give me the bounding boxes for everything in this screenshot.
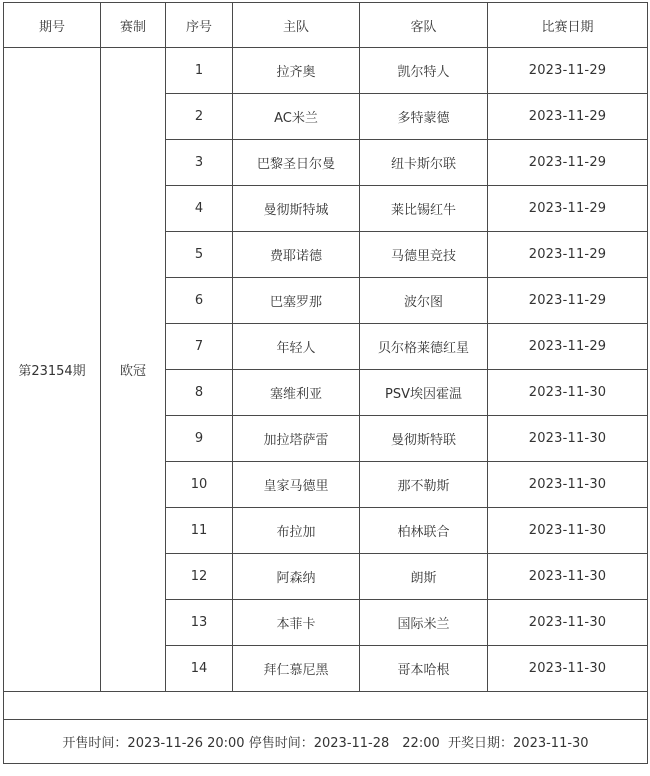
away-team: 凯尔特人 (360, 48, 488, 94)
spacer-cell (4, 692, 648, 720)
match-index: 2 (166, 94, 233, 140)
match-date: 2023-11-30 (488, 462, 648, 508)
away-team: 多特蒙德 (360, 94, 488, 140)
match-index: 3 (166, 140, 233, 186)
match-index: 11 (166, 508, 233, 554)
match-date: 2023-11-30 (488, 600, 648, 646)
home-team: 拜仁慕尼黑 (233, 646, 360, 692)
home-team: AC米兰 (233, 94, 360, 140)
period-cell: 第23154期 (4, 48, 101, 692)
spacer-row (4, 692, 648, 720)
match-index: 9 (166, 416, 233, 462)
away-team: 曼彻斯特联 (360, 416, 488, 462)
away-team: 哥本哈根 (360, 646, 488, 692)
match-date: 2023-11-30 (488, 370, 648, 416)
match-date: 2023-11-30 (488, 416, 648, 462)
match-date: 2023-11-30 (488, 554, 648, 600)
match-date: 2023-11-29 (488, 324, 648, 370)
away-team: 朗斯 (360, 554, 488, 600)
match-date: 2023-11-29 (488, 94, 648, 140)
match-index: 12 (166, 554, 233, 600)
away-team: 波尔图 (360, 278, 488, 324)
away-team: 那不勒斯 (360, 462, 488, 508)
home-team: 拉齐奥 (233, 48, 360, 94)
away-team: 莱比锡红牛 (360, 186, 488, 232)
home-team: 巴黎圣日尔曼 (233, 140, 360, 186)
match-date: 2023-11-29 (488, 232, 648, 278)
home-team: 年轻人 (233, 324, 360, 370)
match-index: 8 (166, 370, 233, 416)
home-team: 本菲卡 (233, 600, 360, 646)
draw-date-label: 开奖日期： (448, 736, 514, 751)
sale-stop-label: 停售时间： (248, 736, 314, 751)
match-index: 6 (166, 278, 233, 324)
match-date: 2023-11-29 (488, 140, 648, 186)
away-team: 纽卡斯尔联 (360, 140, 488, 186)
match-date: 2023-11-29 (488, 186, 648, 232)
home-team: 费耶诺德 (233, 232, 360, 278)
header-row (4, 3, 648, 48)
match-index: 5 (166, 232, 233, 278)
home-team: 加拉塔萨雷 (233, 416, 360, 462)
away-team: 国际米兰 (360, 600, 488, 646)
home-team: 巴塞罗那 (233, 278, 360, 324)
away-team: 马德里竞技 (360, 232, 488, 278)
sale-start-time: 2023-11-26 20:00 (127, 736, 245, 751)
away-team: 柏林联合 (360, 508, 488, 554)
match-date: 2023-11-29 (488, 278, 648, 324)
match-date: 2023-11-29 (488, 48, 648, 94)
schedule-table (3, 2, 648, 764)
sale-start-label: 开售时间： (62, 736, 128, 751)
sale-info (4, 720, 648, 764)
match-index: 10 (166, 462, 233, 508)
match-row (4, 48, 648, 94)
home-team: 皇家马德里 (233, 462, 360, 508)
match-index: 1 (166, 48, 233, 94)
draw-date: 2023-11-30 (513, 736, 589, 751)
header-competition: 赛制 (101, 3, 166, 48)
match-date: 2023-11-30 (488, 508, 648, 554)
header-away-team: 客队 (360, 3, 488, 48)
home-team: 布拉加 (233, 508, 360, 554)
home-team: 曼彻斯特城 (233, 186, 360, 232)
away-team: PSV埃因霍温 (360, 370, 488, 416)
match-index: 14 (166, 646, 233, 692)
match-index: 4 (166, 186, 233, 232)
match-index: 7 (166, 324, 233, 370)
sale-info-row (4, 720, 648, 764)
competition-cell: 欧冠 (101, 48, 166, 692)
home-team: 塞维利亚 (233, 370, 360, 416)
header-period: 期号 (4, 3, 101, 48)
header-index: 序号 (166, 3, 233, 48)
match-date: 2023-11-30 (488, 646, 648, 692)
away-team: 贝尔格莱德红星 (360, 324, 488, 370)
header-match-date: 比赛日期 (488, 3, 648, 48)
sale-stop-time: 2023-11-28 22:00 (313, 736, 440, 751)
header-home-team: 主队 (233, 3, 360, 48)
home-team: 阿森纳 (233, 554, 360, 600)
match-index: 13 (166, 600, 233, 646)
